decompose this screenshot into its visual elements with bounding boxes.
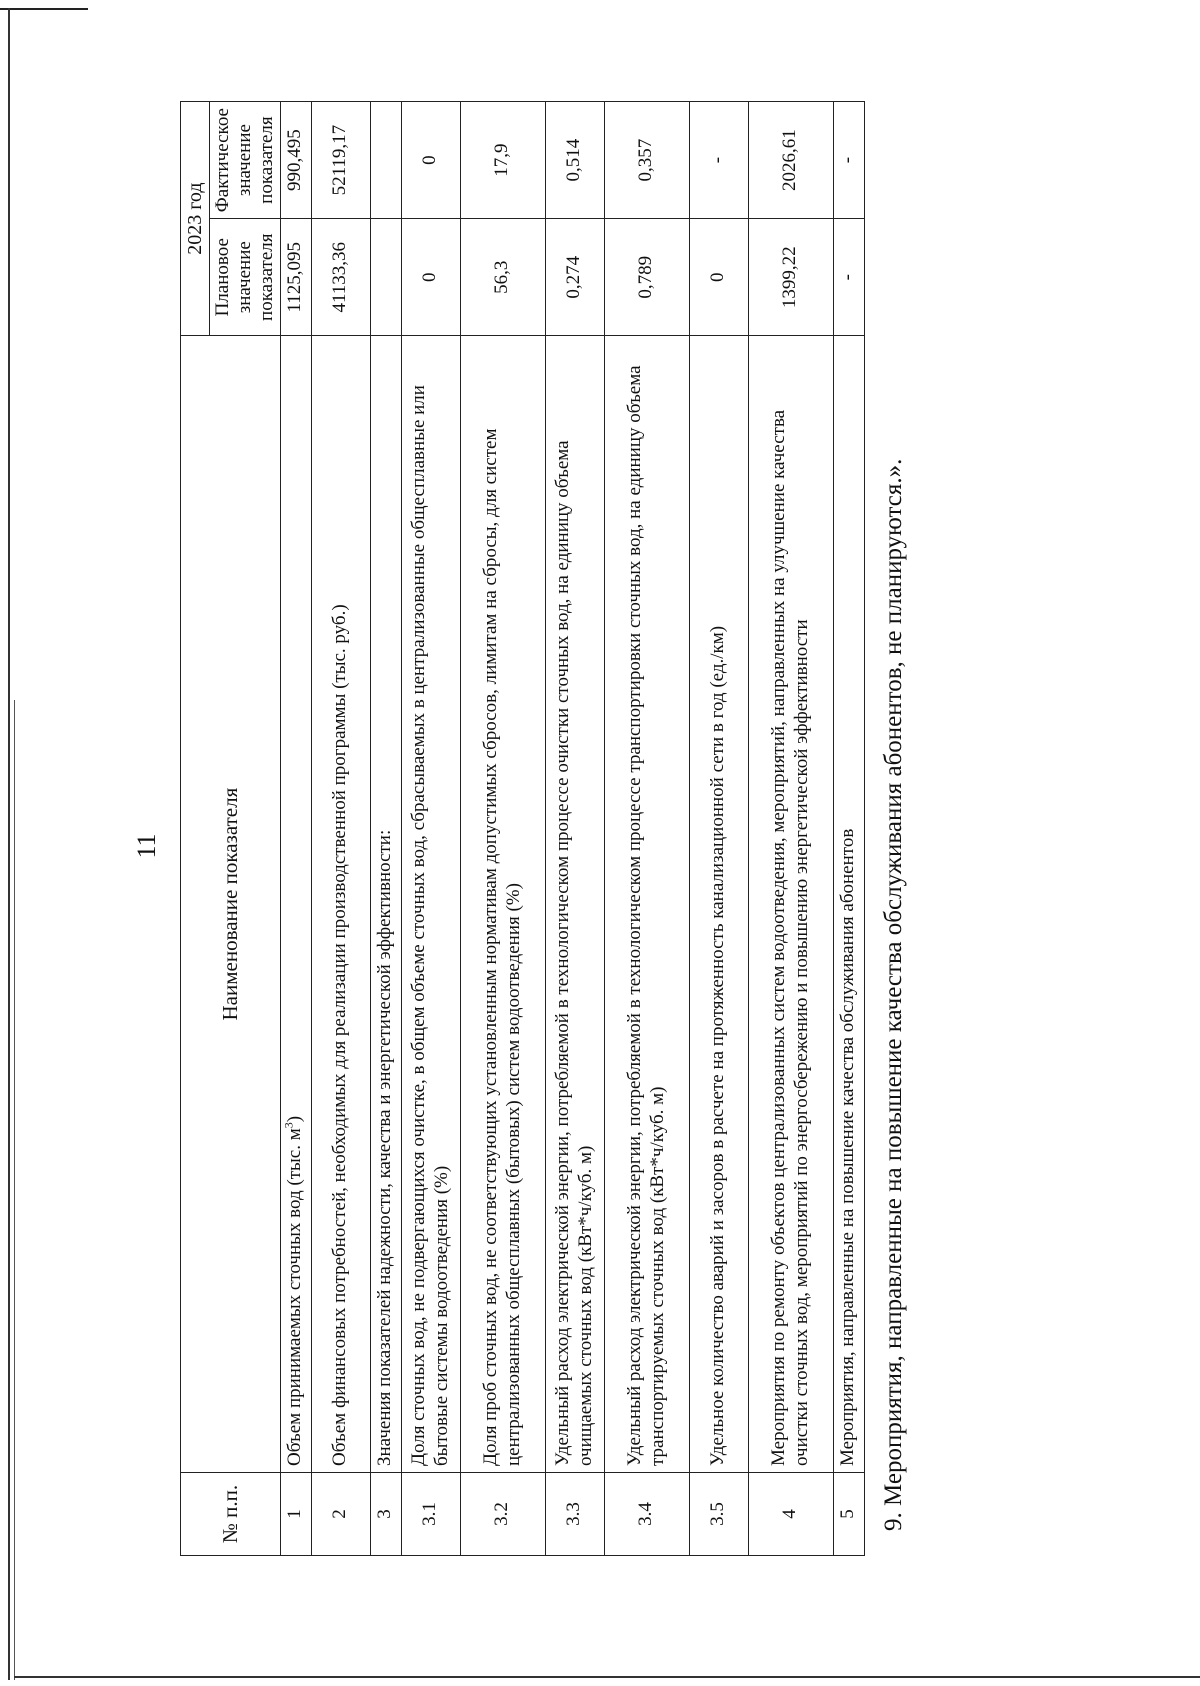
row-fact: 52119,17 xyxy=(311,102,370,219)
row-fact: 0,514 xyxy=(545,102,604,219)
row-fact: - xyxy=(833,102,864,219)
row-name: Мероприятия по ремонту объектов централизованных систем водоотведения, мероприятий, направленных на улучшение качества очистки сточных вод, мероприятий по энергосбережению и повышению энергетической эффективности xyxy=(748,336,833,1473)
row-num: 3.4 xyxy=(604,1473,689,1556)
row-plan: 0,274 xyxy=(545,219,604,336)
row-fact: 0 xyxy=(401,102,460,219)
row-fact: - xyxy=(689,102,748,219)
scan-frame-bottom xyxy=(14,1676,1200,1678)
section-9-text: 9. Мероприятия, направленные на повышение качества обслуживания абонентов, не планируются.». xyxy=(880,458,907,1531)
row-plan: 1125,095 xyxy=(280,219,311,336)
row-plan: 56,3 xyxy=(460,219,545,336)
table-header-row xyxy=(181,102,210,1556)
row-name: Удельное количество аварий и засоров в расчете на протяженность канализационной сети в год (ед./км) xyxy=(689,336,748,1473)
table-row xyxy=(689,102,748,1556)
row-name: Доля проб сточных вод, не соответствующих установленным нормативам допустимых сбросов, лимитам на сбросы, для систем централизованных общесплавных (бытовых) систем водоотведения (%) xyxy=(460,336,545,1473)
indicators-table xyxy=(180,101,865,1556)
row-plan: 41133,36 xyxy=(311,219,370,336)
row-fact: 17,9 xyxy=(460,102,545,219)
table-row xyxy=(545,102,604,1556)
row-plan: 0,789 xyxy=(604,219,689,336)
page-number: 11 xyxy=(132,833,161,859)
row-num: 3.5 xyxy=(689,1473,748,1556)
row-num: 3.2 xyxy=(460,1473,545,1556)
rotated-page xyxy=(20,26,1190,1666)
row-plan: 0 xyxy=(401,219,460,336)
row-plan: 0 xyxy=(689,219,748,336)
header-name: Наименование показателя xyxy=(181,336,281,1473)
table-row xyxy=(401,102,460,1556)
row-plan: 1399,22 xyxy=(748,219,833,336)
table-row xyxy=(370,102,401,1556)
row-num: 3.3 xyxy=(545,1473,604,1556)
row-name: Мероприятия, направленные на повышение качества обслуживания абонентов xyxy=(833,336,864,1473)
table-row xyxy=(460,102,545,1556)
row-fact: 0,357 xyxy=(604,102,689,219)
scan-frame-inner-left xyxy=(14,700,15,1680)
row-num: 5 xyxy=(833,1473,864,1556)
header-plan: Плановое значение показателя xyxy=(210,219,281,336)
table-row xyxy=(604,102,689,1556)
row-name: Значения показателей надежности, качества и энергетической эффективности: xyxy=(370,336,401,1473)
row-num: 2 xyxy=(311,1473,370,1556)
table-row xyxy=(833,102,864,1556)
row-plan: - xyxy=(833,219,864,336)
header-year: 2023 год xyxy=(181,102,210,336)
row-name: Удельный расход электрической энергии, потребляемой в технологическом процессе очистки сточных вод, на единицу объема очищаемых сточных вод (кВт*ч/куб. м) xyxy=(545,336,604,1473)
row-name: Объем принимаемых сточных вод (тыс. $м^3$) xyxy=(280,336,311,1473)
table-row xyxy=(311,102,370,1556)
row-name: Удельный расход электрической энергии, потребляемой в технологическом процессе транспортировки сточных вод, на единицу объема транспортируемых сточных вод (кВт*ч/куб. м) xyxy=(604,336,689,1473)
row-num: 3.1 xyxy=(401,1473,460,1556)
row-fact xyxy=(370,102,401,219)
header-fact: Фактическое значение показателя xyxy=(210,102,281,219)
header-num: № п.п. xyxy=(181,1473,281,1556)
row-name: Объем финансовых потребностей, необходимых для реализации производственной программы (тыс. руб.) xyxy=(311,336,370,1473)
row-fact: 990,495 xyxy=(280,102,311,219)
row-name: Доля сточных вод, не подвергающихся очистке, в общем объеме сточных вод, сбрасываемых в централизованные общесплавные или бытовые системы водоотведения (%) xyxy=(401,336,460,1473)
table-row xyxy=(280,102,311,1556)
row-num: 1 xyxy=(280,1473,311,1556)
scan-frame-top xyxy=(0,8,88,10)
row-num: 4 xyxy=(748,1473,833,1556)
row-num: 3 xyxy=(370,1473,401,1556)
row-fact: 2026,61 xyxy=(748,102,833,219)
table-row xyxy=(748,102,833,1556)
scan-frame-left xyxy=(8,8,10,1680)
row-plan xyxy=(370,219,401,336)
